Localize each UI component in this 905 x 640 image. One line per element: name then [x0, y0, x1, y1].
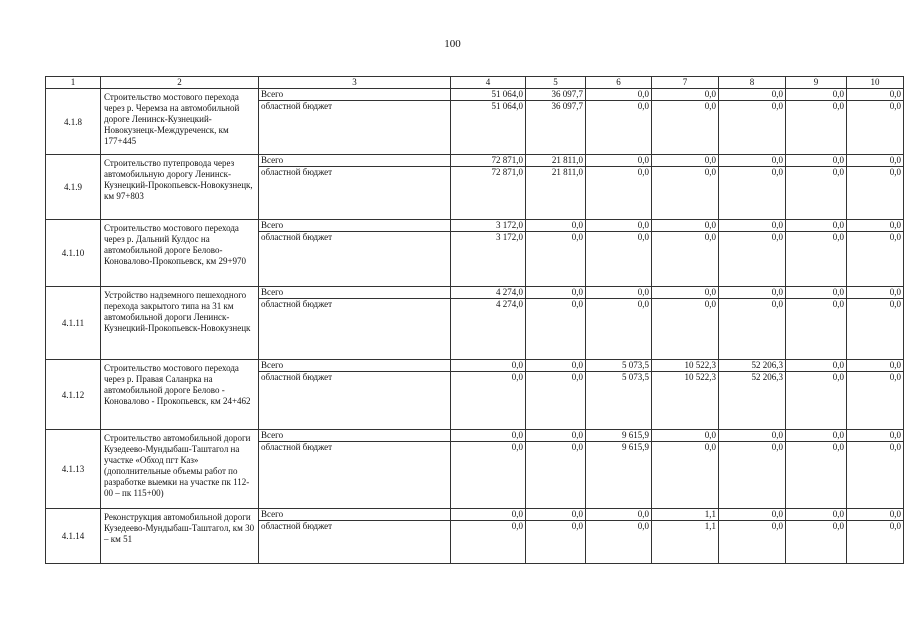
- column-header: 7: [652, 77, 719, 89]
- column-header: 3: [259, 77, 451, 89]
- budget-value-cell: 0,0: [586, 232, 652, 287]
- total-value-cell: 0,0: [526, 430, 586, 442]
- total-value-cell: 0,0: [526, 220, 586, 232]
- funding-source-total: Всего: [259, 287, 451, 299]
- total-value-cell: 0,0: [847, 360, 904, 372]
- budget-value-cell: 9 615,9: [586, 442, 652, 509]
- total-value-cell: 0,0: [719, 220, 786, 232]
- item-name: Реконструкция автомобильной дороги Кузедеево-Мундыбаш-Таштагол, км 30 – км 51: [101, 509, 259, 564]
- total-value-cell: 9 615,9: [586, 430, 652, 442]
- budget-value-cell: 0,0: [719, 521, 786, 564]
- total-value-cell: 0,0: [786, 220, 847, 232]
- budget-value-cell: 0,0: [652, 167, 719, 220]
- funding-source-budget: областной бюджет: [259, 442, 451, 509]
- funding-source-total: Всего: [259, 89, 451, 101]
- total-value-cell: 0,0: [786, 360, 847, 372]
- total-value-cell: 0,0: [586, 89, 652, 101]
- column-header: 6: [586, 77, 652, 89]
- budget-value-cell: 0,0: [586, 167, 652, 220]
- total-value-cell: 0,0: [719, 430, 786, 442]
- total-value-cell: 0,0: [847, 430, 904, 442]
- total-value-cell: 0,0: [586, 509, 652, 521]
- budget-value-cell: 0,0: [847, 232, 904, 287]
- item-code: 4.1.10: [46, 220, 101, 287]
- budget-value-cell: 5 073,5: [586, 372, 652, 430]
- table-row: [46, 287, 904, 299]
- budget-value-cell: 0,0: [526, 521, 586, 564]
- total-value-cell: 0,0: [451, 430, 526, 442]
- table-row: [46, 89, 904, 101]
- column-header: 9: [786, 77, 847, 89]
- budget-value-cell: 0,0: [719, 167, 786, 220]
- column-header: 5: [526, 77, 586, 89]
- budget-value-cell: 0,0: [786, 167, 847, 220]
- budget-value-cell: 52 206,3: [719, 372, 786, 430]
- budget-value-cell: 0,0: [719, 232, 786, 287]
- column-header: 1: [46, 77, 101, 89]
- budget-value-cell: 0,0: [719, 442, 786, 509]
- funding-source-budget: областной бюджет: [259, 167, 451, 220]
- budget-value-cell: 36 097,7: [526, 101, 586, 155]
- column-header: 10: [847, 77, 904, 89]
- item-name: Строительство автомобильной дороги Кузедеево-Мундыбаш-Таштагол на участке «Обход пгт Каз» (дополнительные объемы работ по разработке выемки на участке пк 112-00 – пк 115+00): [101, 430, 259, 509]
- total-value-cell: 0,0: [786, 89, 847, 101]
- total-value-cell: 0,0: [786, 509, 847, 521]
- total-value-cell: 0,0: [847, 155, 904, 167]
- budget-value-cell: 0,0: [586, 101, 652, 155]
- budget-value-cell: 0,0: [451, 521, 526, 564]
- funding-source-total: Всего: [259, 430, 451, 442]
- budget-value-cell: 1,1: [652, 521, 719, 564]
- budget-value-cell: 4 274,0: [451, 299, 526, 360]
- total-value-cell: 0,0: [652, 287, 719, 299]
- total-value-cell: 52 206,3: [719, 360, 786, 372]
- budget-table: [45, 76, 904, 564]
- total-value-cell: 0,0: [451, 360, 526, 372]
- budget-value-cell: 0,0: [451, 372, 526, 430]
- budget-value-cell: 0,0: [526, 232, 586, 287]
- budget-value-cell: 0,0: [847, 299, 904, 360]
- column-header: 8: [719, 77, 786, 89]
- total-value-cell: 21 811,0: [526, 155, 586, 167]
- budget-value-cell: 0,0: [847, 101, 904, 155]
- funding-source-total: Всего: [259, 220, 451, 232]
- budget-value-cell: 0,0: [847, 442, 904, 509]
- column-header: 2: [101, 77, 259, 89]
- budget-value-cell: 0,0: [586, 521, 652, 564]
- total-value-cell: 0,0: [719, 287, 786, 299]
- funding-source-budget: областной бюджет: [259, 232, 451, 287]
- budget-value-cell: 0,0: [652, 101, 719, 155]
- total-value-cell: 0,0: [719, 89, 786, 101]
- total-value-cell: 3 172,0: [451, 220, 526, 232]
- total-value-cell: 10 522,3: [652, 360, 719, 372]
- budget-value-cell: 0,0: [786, 442, 847, 509]
- budget-value-cell: 0,0: [786, 299, 847, 360]
- budget-value-cell: 0,0: [719, 299, 786, 360]
- total-value-cell: 4 274,0: [451, 287, 526, 299]
- total-value-cell: 72 871,0: [451, 155, 526, 167]
- budget-value-cell: 0,0: [526, 299, 586, 360]
- budget-value-cell: 0,0: [786, 372, 847, 430]
- table-row: [46, 220, 904, 232]
- budget-value-cell: 0,0: [786, 232, 847, 287]
- budget-value-cell: 0,0: [652, 442, 719, 509]
- table-row: [46, 509, 904, 521]
- total-value-cell: 0,0: [451, 509, 526, 521]
- item-code: 4.1.11: [46, 287, 101, 360]
- budget-value-cell: 0,0: [526, 442, 586, 509]
- total-value-cell: 0,0: [847, 509, 904, 521]
- total-value-cell: 0,0: [786, 287, 847, 299]
- table-row: [46, 360, 904, 372]
- budget-value-cell: 0,0: [847, 167, 904, 220]
- budget-value-cell: 21 811,0: [526, 167, 586, 220]
- total-value-cell: 0,0: [847, 89, 904, 101]
- item-code: 4.1.12: [46, 360, 101, 430]
- item-code: 4.1.9: [46, 155, 101, 220]
- total-value-cell: 0,0: [652, 89, 719, 101]
- column-header: 4: [451, 77, 526, 89]
- funding-source-total: Всего: [259, 360, 451, 372]
- table-row: [46, 155, 904, 167]
- total-value-cell: 0,0: [786, 430, 847, 442]
- funding-source-budget: областной бюджет: [259, 521, 451, 564]
- item-name: Строительство мостового перехода через р. Правая Саланрка на автомобильной дороге Белово - Коновалово - Прокопьевск, км 24+462: [101, 360, 259, 430]
- total-value-cell: 1,1: [652, 509, 719, 521]
- total-value-cell: 0,0: [652, 430, 719, 442]
- budget-value-cell: 0,0: [847, 372, 904, 430]
- budget-value-cell: 0,0: [652, 299, 719, 360]
- item-code: 4.1.14: [46, 509, 101, 564]
- budget-value-cell: 0,0: [526, 372, 586, 430]
- total-value-cell: 0,0: [526, 287, 586, 299]
- budget-value-cell: 0,0: [847, 521, 904, 564]
- total-value-cell: 0,0: [847, 287, 904, 299]
- total-value-cell: 0,0: [586, 155, 652, 167]
- funding-source-budget: областной бюджет: [259, 372, 451, 430]
- total-value-cell: 0,0: [652, 220, 719, 232]
- budget-value-cell: 3 172,0: [451, 232, 526, 287]
- budget-value-cell: 0,0: [719, 101, 786, 155]
- funding-source-total: Всего: [259, 155, 451, 167]
- item-name: Строительство мостового перехода через р. Дальний Кулдос на автомобильной дороге Белово-Коновалово-Прокопьевск, км 29+970: [101, 220, 259, 287]
- total-value-cell: 5 073,5: [586, 360, 652, 372]
- total-value-cell: 0,0: [719, 509, 786, 521]
- item-name: Строительство мостового перехода через р. Черемза на автомобильной дороге Ленинск-Кузнецкий-Новокузнецк-Междуреченск, км 177+445: [101, 89, 259, 155]
- funding-source-budget: областной бюджет: [259, 101, 451, 155]
- budget-value-cell: 0,0: [652, 232, 719, 287]
- total-value-cell: 0,0: [847, 220, 904, 232]
- page-number: 100: [444, 38, 461, 50]
- total-value-cell: 0,0: [652, 155, 719, 167]
- budget-value-cell: 72 871,0: [451, 167, 526, 220]
- total-value-cell: 0,0: [719, 155, 786, 167]
- budget-value-cell: 0,0: [786, 101, 847, 155]
- total-value-cell: 0,0: [786, 155, 847, 167]
- total-value-cell: 0,0: [586, 220, 652, 232]
- header-row: [46, 77, 904, 89]
- budget-value-cell: 10 522,3: [652, 372, 719, 430]
- funding-source-total: Всего: [259, 509, 451, 521]
- budget-value-cell: 0,0: [451, 442, 526, 509]
- total-value-cell: 0,0: [526, 509, 586, 521]
- item-name: Устройство надземного пешеходного перехода закрытого типа на 31 км автомобильной дороги Ленинск-Кузнецкий-Прокопьевск-Новокузнецк: [101, 287, 259, 360]
- total-value-cell: 0,0: [586, 287, 652, 299]
- budget-value-cell: 0,0: [586, 299, 652, 360]
- table-row: [46, 430, 904, 442]
- item-name: Строительство путепровода через автомобильную дорогу Ленинск-Кузнецкий-Прокопьевск-Новокузнецк, км 97+803: [101, 155, 259, 220]
- item-code: 4.1.8: [46, 89, 101, 155]
- total-value-cell: 51 064,0: [451, 89, 526, 101]
- budget-value-cell: 51 064,0: [451, 101, 526, 155]
- total-value-cell: 36 097,7: [526, 89, 586, 101]
- item-code: 4.1.13: [46, 430, 101, 509]
- funding-source-budget: областной бюджет: [259, 299, 451, 360]
- total-value-cell: 0,0: [526, 360, 586, 372]
- budget-value-cell: 0,0: [786, 521, 847, 564]
